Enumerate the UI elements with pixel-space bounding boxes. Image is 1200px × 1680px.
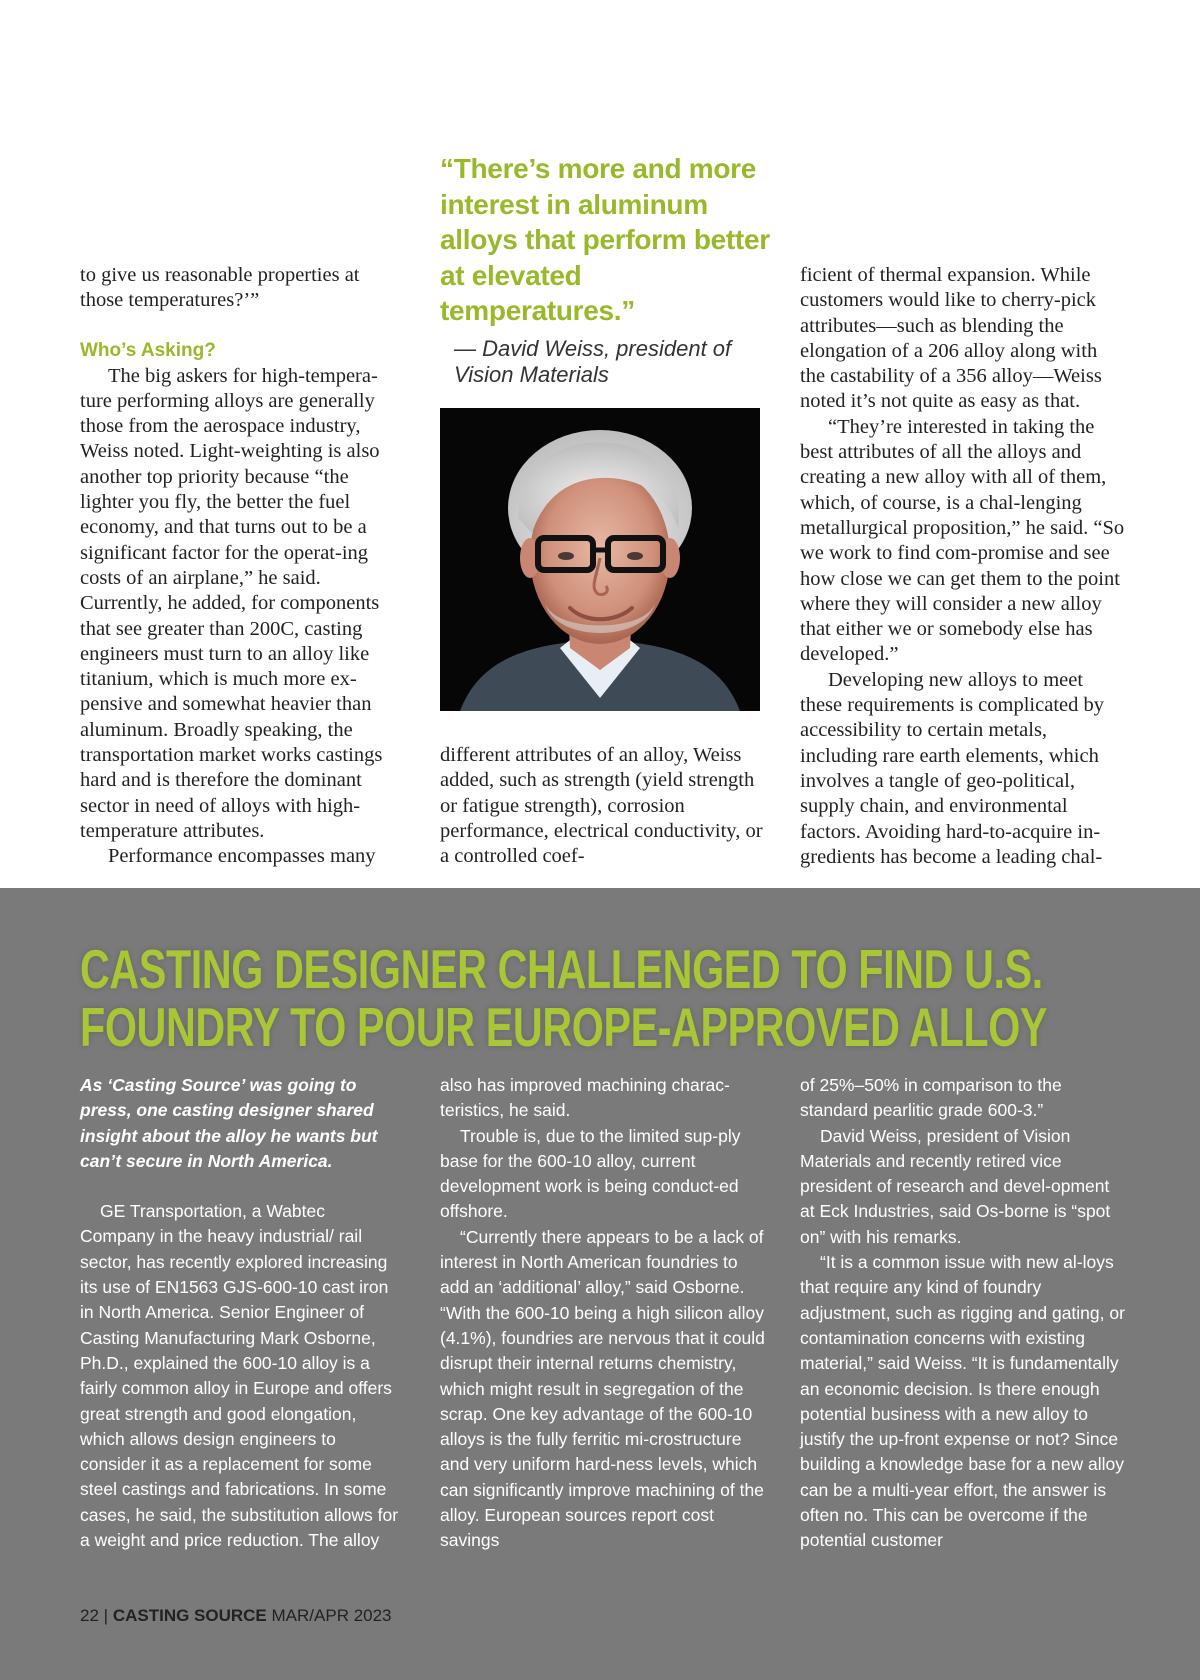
pull-quote-attribution: — David Weiss, president of Vision Materials bbox=[454, 336, 732, 387]
column-1-paragraph: Performance encompasses many bbox=[108, 845, 376, 868]
sidebar-column-2-paragraph: also has improved machining charac-teristics, he said. bbox=[440, 1075, 730, 1121]
section-subhead: Who’s Asking? bbox=[80, 339, 216, 361]
column-1-paragraph: The big askers for high-tempera-ture performing alloys are generally those from the aerospace industry, Weiss noted. Light-weighting is also another top priority because “the lighter you fly, the better the fuel economy, and that turns out to be a significant factor for the operat-ing costs of an airplane,” he said. Currently, he added, for components that see greater than 200C, casting engineers must turn to an alloy like titanium, which is much more ex-pensive and somewhat heavier than aluminum. Broadly speaking, the transportation market works castings hard and is therefore the dominant sector in need of alloys with high-temperature attributes. bbox=[80, 364, 383, 842]
sidebar-column-3 bbox=[800, 1073, 1125, 1554]
magazine-name: CASTING SOURCE bbox=[112, 1606, 267, 1625]
footer-separator: | bbox=[103, 1606, 109, 1625]
column-1-intro-text: to give us reasonable properties at those temperatures?’” bbox=[80, 264, 360, 312]
sidebar-lede: As ‘Casting Source’ was going to press, one casting designer shared insight about the alloy he wants but can’t secure in North America. bbox=[80, 1075, 378, 1171]
issue-date: MAR/APR 2023 bbox=[271, 1606, 392, 1625]
article-column-1 bbox=[80, 263, 405, 870]
page-footer bbox=[80, 1606, 392, 1626]
sidebar-box bbox=[0, 888, 1200, 1680]
article-column-2 bbox=[440, 743, 765, 869]
article-column-3 bbox=[800, 263, 1125, 870]
sidebar-headline bbox=[80, 938, 1048, 1058]
page-number: 22 bbox=[80, 1606, 99, 1625]
portrait-photo-david-weiss bbox=[440, 408, 760, 711]
sidebar-column-3-paragraph: David Weiss, president of Vision Materials and recently retired vice president of research and devel-opment at Eck Industries, said Os-borne is “spot on” with his remarks. bbox=[800, 1125, 1111, 1247]
column-3-paragraph: ficient of thermal expansion. While customers would like to cherry-pick attributes—such as blending the elongation of a 206 alloy along with the castability of a 356 alloy—Weiss noted it’s not quite as easy as that. bbox=[800, 264, 1102, 413]
column-3-paragraph: “They’re interested in taking the best attributes of all the alloys and creating a new alloy with all of them, which, of course, is a chal-lenging metallurgical proposition,” he said. “So we work to find com-promise and see how close we can get them to the point where they will consider a new alloy that either we or somebody else has developed.” bbox=[800, 415, 1125, 666]
sidebar-column-3-paragraph: “It is a common issue with new al-loys that require any kind of foundry adjustment, such as rigging and gating, or contamination concerns with existing material,” said Weiss. “It is fundamentally an economic decision. Is there enough potential business with a new alloy to justify the up-front expense or not? Since building a knowledge base for a new alloy can be a multi-year effort, the answer is often no. This can be overcome if the potential customer bbox=[800, 1252, 1125, 1551]
sidebar-column-2 bbox=[440, 1073, 765, 1554]
portrait-illustration bbox=[440, 408, 760, 711]
column-3-paragraph: Developing new alloys to meet these requirements is complicated by accessibility to certain metals, including rare earth elements, which involves a tangle of geo-political, supply chain, and environmental factors. Avoiding hard-to-acquire in-gredients has become a leading chal- bbox=[800, 668, 1104, 868]
sidebar-column-1-paragraph: GE Transportation, a Wabtec Company in the heavy industrial/ rail sector, has recently explored increasing its use of EN1563 GJS-600-10 cast iron in North America. Senior Engineer of Casting Manufacturing Mark Osborne, Ph.D., explained the 600-10 alloy is a fairly common alloy in Europe and offers great strength and good elongation, which allows design engineers to consider it as a replacement for some steel castings and fabrications. In some cases, he said, the substitution allows for a weight and price reduction. The alloy bbox=[80, 1201, 399, 1551]
sidebar-column-3-paragraph: of 25%–50% in comparison to the standard pearlitic grade 600-3.” bbox=[800, 1075, 1062, 1121]
pull-quote: “There’s more and more interest in aluminum alloys that perform better at elevated temperatures.” bbox=[440, 153, 770, 326]
column-2-paragraph: different attributes of an alloy, Weiss added, such as strength (yield strength or fatigue strength), corrosion performance, electrical conductivity, or a controlled coef- bbox=[440, 744, 763, 868]
sidebar-column-2-paragraph: Trouble is, due to the limited sup-ply base for the 600-10 alloy, current development work is being conduct-ed offshore. bbox=[440, 1125, 741, 1222]
sidebar-column-2-paragraph: “Currently there appears to be a lack of interest in North American foundries to add an ‘additional’ alloy,” said Osborne. “With the 600-10 being a high silicon alloy (4.1%), foundries are nervous that it could disrupt their internal returns chemistry, which might result in segregation of the scrap. One key advantage of the 600-10 alloys is the fully ferritic mi-crostructure and very uniform hard-ness levels, which can significantly improve machining of the alloy. European sources report cost savings bbox=[440, 1226, 765, 1551]
sidebar-column-1 bbox=[80, 1073, 400, 1553]
sidebar-headline-line-1: CASTING DESIGNER CHALLENGED TO FIND U.S. bbox=[80, 938, 1043, 1000]
sidebar-headline-line-2: FOUNDRY TO POUR EUROPE-APPROVED ALLOY bbox=[80, 996, 1048, 1058]
